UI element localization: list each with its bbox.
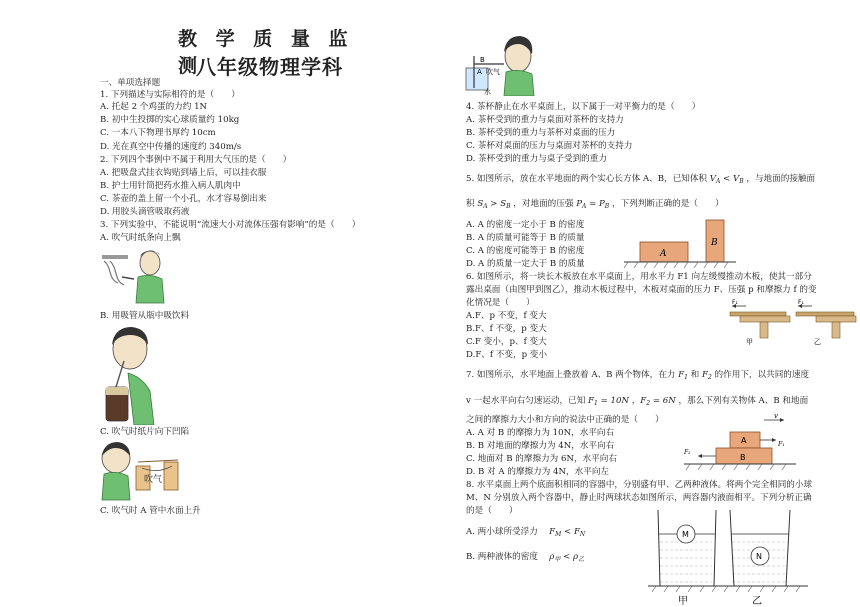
q7-stem2b: ，那么下列有关物体 A、B 和地面 — [678, 396, 809, 406]
q7-stem1c: 的作用下，以共同的速度 — [714, 370, 810, 380]
q1-option-a: A. 托起 2 个鸡蛋的力约 1N — [100, 102, 208, 112]
q5-pressure-relation: $P_A = P_B$ — [576, 199, 610, 210]
q2-stem: 2. 下列四个事例中不属于利用大气压的是（ ） — [100, 155, 292, 165]
q5-area-relation: $S_A > S_B$ — [477, 199, 511, 210]
page-subtitle: 八年级物理学科 — [196, 55, 343, 79]
q6-option-d: D.F、f 不变，p 变小 — [466, 350, 547, 360]
q7-option-b: B. B 对地面的摩擦力为 4N，水平向右 — [466, 441, 615, 451]
q5-volume-relation: $V_A < V_B$ — [709, 174, 744, 185]
q5-stem-line1 — [466, 174, 815, 187]
ball-m-label: M — [682, 530, 689, 539]
blow-tube-figure — [460, 34, 540, 96]
q7-stem1a: 7. 如图所示，水平地面上叠放着 A、B 两个物体，在力 — [466, 370, 676, 380]
page-title: 教 学 质 量 监 测 — [178, 28, 354, 77]
ball-n-label: N — [756, 552, 762, 561]
q8-option-a-text: A. 两小球所受浮力 — [466, 527, 538, 537]
q7-option-c: C. 地面对 B 的摩擦力为 6N，水平向右 — [466, 454, 617, 464]
q1-option-c: C. 一本八下物理书厚约 10cm — [100, 128, 216, 138]
q6-option-c: C.F 变小，p、f 变大 — [466, 337, 547, 347]
q6-stem-line1: 6. 如图所示，将一块长木板放在水平桌面上，用水平力 F1 向左缓慢推动木板，使其一部分 — [466, 272, 812, 282]
q4-option-d: D. 茶杯受到的重力与桌子受到的重力 — [466, 154, 607, 164]
tube-label-a: A — [477, 68, 482, 76]
q3-option-c: C. 吹气时纸片向下凹陷 — [100, 427, 190, 437]
board-label-right: 乙 — [814, 338, 821, 346]
tube-label-blow: 吹气 — [486, 68, 500, 76]
q5-option-c: C. A 的密度可能等于 B 的密度 — [466, 246, 585, 256]
tube-label-water: 水 — [484, 88, 491, 96]
block-b-label: B — [711, 238, 718, 248]
q4-option-b: B. 茶杯受到的重力与茶杯对桌面的压力 — [466, 128, 616, 138]
q6-option-a: A.F、p 不变，f 变大 — [466, 311, 547, 321]
q8-stem-line3: 的是（ ） — [466, 506, 518, 516]
q3-stem: 3. 下列实验中，不能说明“流速大小对流体压强有影响”的是（ ） — [100, 220, 361, 230]
q7-stem1b: 和 — [690, 370, 700, 380]
blow-label: 吹气 — [144, 475, 163, 485]
q1-option-d: D. 光在真空中传播的速度约 340m/s — [100, 142, 242, 152]
q1-option-b: B. 初中生投掷的实心球质量约 10kg — [100, 115, 240, 125]
q4-stem: 4. 茶杯静止在水平桌面上，以下属于一对平衡力的是（ ） — [466, 102, 701, 112]
q6-option-b: B.F、f 不变，p 变大 — [466, 324, 547, 334]
q7-f1-symbol: $F_1$ — [678, 370, 688, 381]
q8-buoyancy-relation: $F_M < F_N$ — [540, 527, 586, 538]
board-push-figure — [726, 298, 860, 348]
q7-stem-line3: 之间的摩擦力大小和方向的说法中正确的是（ ） — [466, 415, 664, 425]
board-label-left: 甲 — [746, 338, 753, 346]
q2-option-d: D. 用胶头滴管吸取药液 — [100, 207, 190, 217]
q2-option-c: C. 茶壶的盖上留一个小孔，水才容易倒出来 — [100, 194, 267, 204]
q2-option-b: B. 护士用针筒把药水推入病人肌肉中 — [100, 181, 241, 191]
q5-stem1b: ，与地面的接触面 — [746, 174, 816, 184]
q5-stem1: 5. 如图所示，放在水平地面的两个实心长方体 A、B，已知体积 — [466, 174, 708, 184]
q7-option-d: D. B 对 A 的摩擦力为 4N，水平向左 — [466, 467, 610, 477]
q5-option-d: D. A 的质量一定大于 B 的质量 — [466, 259, 585, 269]
q7-f2-symbol: $F_2$ — [702, 370, 712, 381]
q8-option-a — [466, 527, 585, 540]
board-f1-right: F₁ — [798, 299, 804, 306]
q3-option-b: B. 用吸管从瓶中吸饮料 — [100, 311, 190, 321]
stack-block-b-label: B — [740, 453, 746, 462]
force-f2-label: F₂ — [684, 449, 691, 456]
q8-option-b — [466, 552, 584, 565]
containers-mn-figure — [648, 506, 808, 607]
q5-stem2c: ，下列判断正确的是（ ） — [611, 199, 724, 209]
stack-block-a-label: A — [741, 436, 747, 445]
q5-stem-line2 — [466, 199, 724, 212]
q7-stem2a: v 一起水平向右匀速运动，已知 — [466, 396, 586, 406]
container-label-left: 甲 — [678, 596, 688, 607]
q3-option-a: A. 吹气时纸条向上飘 — [100, 233, 181, 243]
tube-label-b: B — [480, 56, 485, 64]
force-f1-label: F₁ — [778, 441, 785, 448]
q3-option-d: C. 吹气时 A 管中水面上升 — [100, 506, 201, 516]
container-label-right: 乙 — [752, 596, 762, 607]
velocity-label: v — [774, 412, 778, 420]
board-f1-left: F₁ — [732, 299, 738, 306]
q5-option-a: A. A 的密度一定小于 B 的密度 — [466, 220, 585, 230]
blow-paper-bend-figure — [98, 440, 182, 502]
q7-stem-line2 — [466, 396, 808, 409]
blow-paper-strip-figure — [100, 245, 180, 305]
blocks-ab-figure — [620, 214, 740, 274]
q5-stem2b: ，对地面的压强 — [513, 199, 574, 209]
q7-force-values: $F_1 = 10N$ ，$F_2 = 6N$ — [588, 396, 676, 407]
drink-straw-figure — [98, 325, 156, 425]
q7-option-a: A. A 对 B 的摩擦力为 10N，水平向右 — [466, 428, 615, 438]
block-a-label: A — [660, 249, 667, 259]
q7-stem-line1 — [466, 370, 809, 383]
stacked-blocks-figure — [680, 410, 800, 472]
q4-option-c: C. 茶杯对桌面的压力与桌面对茶杯的支持力 — [466, 141, 633, 151]
q1-stem: 1. 下列描述与实际相符的是（ ） — [100, 90, 240, 100]
q8-stem-line2: M、N 分别放入两个容器中，静止时两球状态如图所示，两容器内液面相平。下列分析正确 — [466, 493, 812, 503]
q2-option-a: A. 把吸盘式挂衣钩贴到墙上后，可以挂衣服 — [100, 168, 267, 178]
q5-option-b: B. A 的质量可能等于 B 的质量 — [466, 233, 585, 243]
q8-stem-line1: 8. 水平桌面上两个底面积相同的容器中，分别盛有甲、乙两种液体。将两个完全相同的小球 — [466, 480, 813, 490]
q8-option-b-text: B. 两种液体的密度 — [466, 552, 538, 562]
q4-option-a: A. 茶杯受到的重力与桌面对茶杯的支持力 — [466, 115, 624, 125]
q8-density-relation: $\rho_甲 < \rho_乙$ — [540, 552, 585, 563]
q6-stem-line2: 露出桌面（由图甲到图乙），推动木板过程中，木板对桌面的压力 F、压强 p 和摩擦力 f 的变 — [466, 285, 817, 295]
q6-stem-line3: 化情况是（ ） — [466, 298, 535, 308]
q5-stem2a: 积 — [466, 199, 475, 209]
section-heading: 一、单项选择题 — [100, 78, 161, 88]
